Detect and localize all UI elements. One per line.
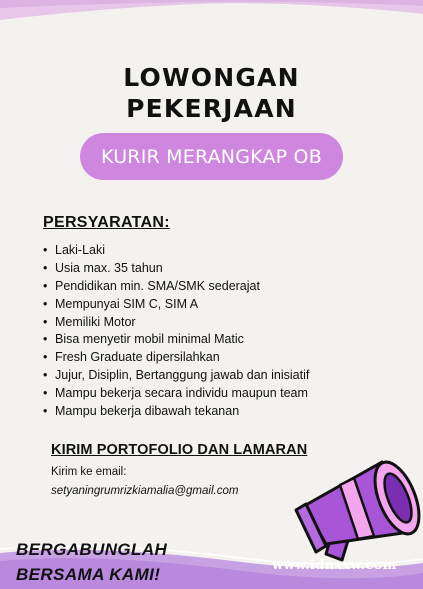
requirement-item: • Laki-Laki <box>43 242 309 260</box>
requirement-item: • Memiliki Motor <box>43 314 309 332</box>
headline-line-1: LOWONGAN <box>123 63 300 92</box>
application-heading: KIRIM PORTOFOLIO DAN LAMARAN <box>51 442 308 458</box>
join-line-2: BERSAMA KAMI! <box>16 565 161 584</box>
top-wave-decoration <box>0 0 423 40</box>
requirements-list <box>43 242 309 421</box>
requirement-item: • Jujur, Disiplin, Bertanggung jawab dan inisiatif <box>43 367 309 385</box>
requirement-item: • Mempunyai SIM C, SIM A <box>43 296 309 314</box>
join-slogan <box>16 537 167 587</box>
requirement-item: • Mampu bekerja dibawah tekanan <box>43 403 309 421</box>
requirement-item: • Fresh Graduate dipersilahkan <box>43 349 309 367</box>
watermark: www.idnxxw.com <box>272 558 397 573</box>
position-badge <box>80 133 343 180</box>
requirement-item: • Usia max. 35 tahun <box>43 260 309 278</box>
headline-line-2: PEKERJAAN <box>126 94 297 123</box>
requirement-item: • Bisa menyetir mobil minimal Matic <box>43 331 309 349</box>
requirements-heading: PERSYARATAN: <box>43 214 170 231</box>
megaphone-icon <box>282 448 423 572</box>
headline <box>0 62 423 124</box>
position-title: KURIR MERANGKAP OB <box>101 145 322 168</box>
email-address: setyaningrumrizkiamalia@gmail.com <box>51 485 239 497</box>
requirement-item: • Pendidikan min. SMA/SMK sederajat <box>43 278 309 296</box>
join-line-1: BERGABUNGLAH <box>16 540 168 559</box>
email-label: Kirim ke email: <box>51 466 127 478</box>
requirement-item: • Mampu bekerja secara individu maupun team <box>43 385 309 403</box>
